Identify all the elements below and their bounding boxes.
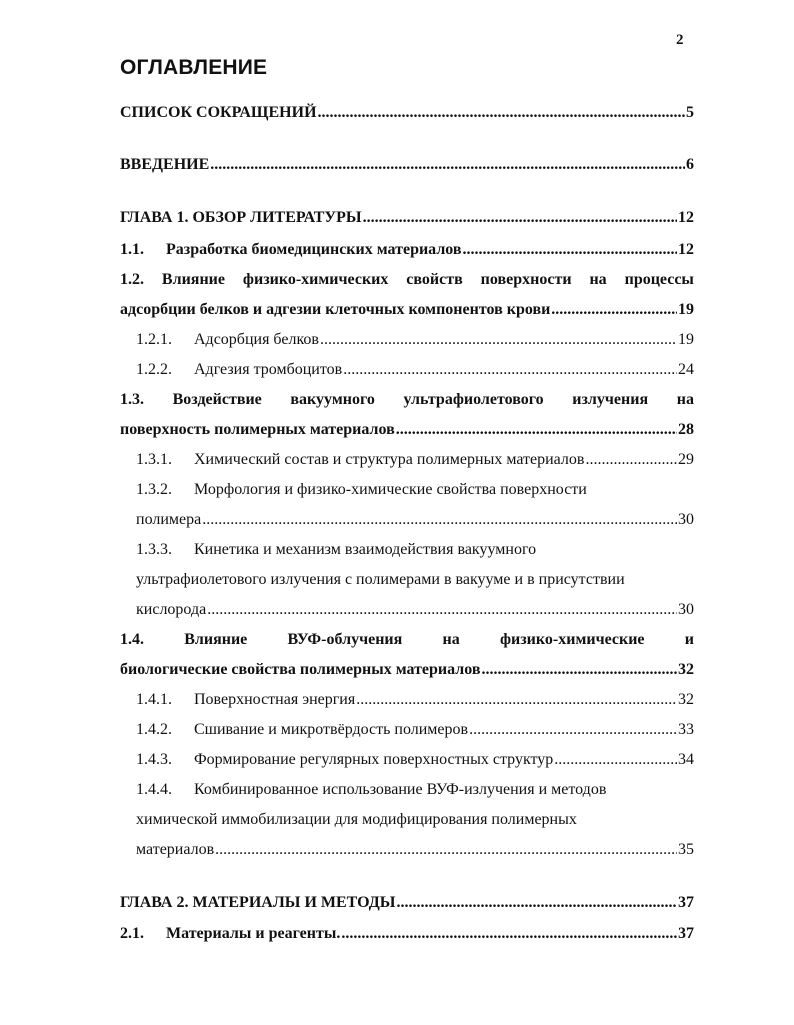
toc-entry-1-3-3-line2[interactable]: ультрафиолетового излучения с полимерами в вакууме и в присутствии	[136, 571, 625, 588]
toc-entry-1-3-3-line1[interactable]: 1.3.3. Кинетика и механизм взаимодействия вакуумного	[136, 541, 537, 558]
toc-entry-1-4-4-line3[interactable]: материалов ..... 35	[136, 840, 694, 860]
toc-entry-1-4-3[interactable]: 1.4.3. Формирование регулярных поверхностных структур ..... 34	[136, 750, 694, 770]
toc-page: 32	[678, 691, 694, 708]
toc-page: 19	[678, 331, 694, 348]
toc-entry-chapter1[interactable]: ГЛАВА 1. ОБЗОР ЛИТЕРАТУРЫ ..... 12	[120, 208, 694, 228]
toc-page: 35	[678, 841, 694, 858]
toc-entry-chapter2[interactable]: ГЛАВА 2. МАТЕРИАЛЫ И МЕТОДЫ ..... 37	[120, 893, 694, 913]
toc-page: 5	[686, 104, 694, 121]
toc-entry-introduction[interactable]: ВВЕДЕНИЕ ..... 6	[120, 155, 694, 175]
toc-entry-1-3-line1[interactable]: 1.3. Воздействие вакуумного ультрафиолетового излучения на	[120, 391, 694, 408]
toc-page: 28	[678, 421, 694, 438]
toc-entry-1-2-2[interactable]: 1.2.2. Адгезия тромбоцитов ..... 24	[136, 360, 694, 380]
toc-entry-1-3-3-line3[interactable]: кислорода ..... 30	[136, 600, 694, 620]
toc-page: 24	[678, 361, 694, 378]
toc-entry-1-3-2-line2[interactable]: полимера ..... 30	[136, 510, 694, 530]
toc-page: 12	[678, 209, 694, 226]
toc-page: 32	[678, 661, 694, 678]
toc-title: ОГЛАВЛЕНИЕ	[120, 56, 268, 79]
toc-entry-1-1[interactable]: 1.1. Разработка биомедицинских материалов ..... 12	[120, 240, 694, 260]
toc-page: 37	[678, 894, 694, 911]
toc-entry-1-4-1[interactable]: 1.4.1. Поверхностная энергия ..... 32	[136, 690, 694, 710]
page-number: 2	[676, 32, 684, 48]
toc-page: 19	[678, 301, 694, 318]
toc-page: 30	[678, 511, 694, 528]
toc-entry-1-2-1[interactable]: 1.2.1. Адсорбция белков ..... 19	[136, 330, 694, 350]
toc-entry-1-4-line1[interactable]: 1.4. Влияние ВУФ-облучения на физико-химические и	[120, 631, 694, 648]
toc-entry-1-3-2-line1[interactable]: 1.3.2. Морфология и физико-химические свойства поверхности	[136, 481, 587, 498]
toc-entry-1-2-line2[interactable]: адсорбции белков и адгезии клеточных компонентов крови ..... 19	[120, 300, 694, 320]
toc-page: 37	[678, 925, 694, 942]
toc-page: 33	[678, 721, 694, 738]
toc-entry-1-4-2[interactable]: 1.4.2. Сшивание и микротвёрдость полимеров ..... 33	[136, 720, 694, 740]
toc-entry-abbreviations[interactable]: СПИСОК СОКРАЩЕНИЙ ..... 5	[120, 103, 694, 123]
toc-entry-1-4-4-line1[interactable]: 1.4.4. Комбинированное использование ВУФ-излучения и методов	[136, 781, 607, 798]
toc-entry-1-2-line1[interactable]: 1.2. Влияние физико-химических свойств поверхности на процессы	[120, 271, 694, 288]
toc-entry-1-4-line2[interactable]: биологические свойства полимерных материалов ..... 32	[120, 660, 694, 680]
toc-page: 6	[686, 156, 694, 173]
toc-entry-1-3-1[interactable]: 1.3.1. Химический состав и структура полимерных материалов ..... 29	[136, 450, 694, 470]
toc-entry-1-4-4-line2[interactable]: химической иммобилизации для модифицирования полимерных	[136, 811, 577, 828]
toc-page: 12	[678, 241, 694, 258]
toc-page: 34	[678, 751, 694, 768]
toc-entry-1-3-line2[interactable]: поверхность полимерных материалов ..... 28	[120, 420, 694, 440]
toc-page: 30	[678, 601, 694, 618]
toc-page: 29	[678, 451, 694, 468]
toc-entry-2-1[interactable]: 2.1. Материалы и реагенты. ..... 37	[120, 924, 694, 944]
